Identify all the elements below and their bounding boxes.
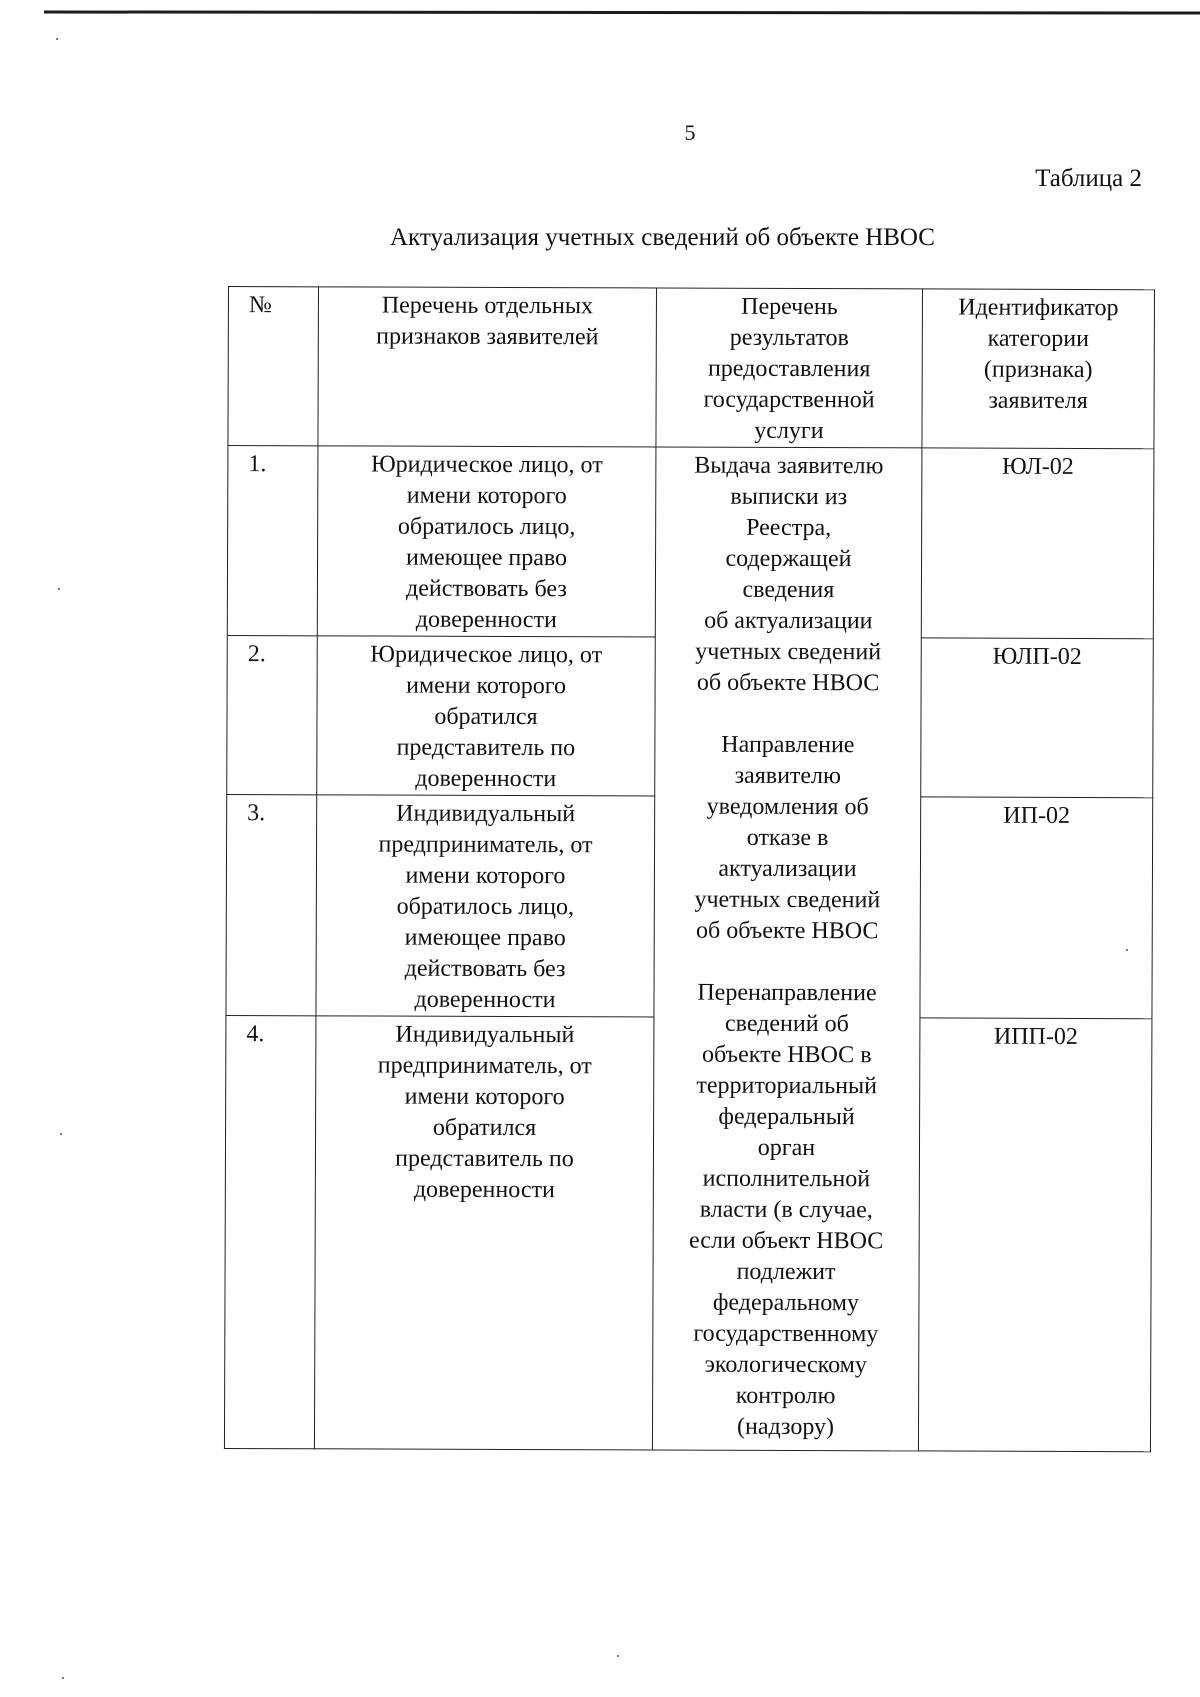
scan-speck — [62, 1677, 64, 1679]
page-number: 5 — [684, 120, 696, 145]
row-number: 1. — [227, 446, 318, 636]
category-id-cell: ЮЛ-02 — [921, 448, 1154, 639]
row-number: 3. — [226, 794, 317, 1015]
category-id-cell: ЮЛП-02 — [921, 638, 1154, 798]
row-number: 2. — [227, 635, 318, 794]
scan-speck — [617, 1655, 619, 1657]
header-applicant-signs: Перечень отдельных признаков заявителей — [318, 287, 657, 447]
scan-speck — [58, 588, 60, 590]
table-row — [227, 446, 1154, 639]
applicant-categories-table — [224, 286, 1155, 1452]
row-number: 4. — [224, 1015, 316, 1448]
table-label: Таблица 2 — [1035, 165, 1142, 192]
category-id-cell: ИП-02 — [920, 797, 1153, 1019]
table-header-row — [228, 287, 1155, 449]
service-results-cell: Выдача заявителю выписки из Реестра, содержащей сведения об актуализации учетных сведений об объекте НВОС Направление заявителю уведомления об отказе в актуализации учетных сведений об объекте НВОС Перенаправление сведений об объекте НВОС в территориальный федеральный орган исполнительной власти (в случае, если объект НВОС подлежит федеральному государственному экологическому контролю (надзору) — [652, 447, 921, 1451]
scan-speck — [1126, 949, 1128, 951]
header-category-id: Идентификатор категории (признака) заявителя — [922, 289, 1155, 449]
scan-speck — [60, 1133, 62, 1135]
applicant-sign-cell: Индивидуальный предприниматель, от имени которого обратился представитель по доверенности — [314, 1016, 654, 1450]
applicant-sign-cell: Юридическое лицо, от имени которого обратилось лицо, имеющее право действовать без доверенности — [317, 446, 656, 637]
scan-speck — [56, 38, 58, 40]
table-title: Актуализация учетных сведений об объекте НВОС — [390, 224, 935, 251]
top-rule — [44, 10, 1200, 14]
applicant-sign-cell: Юридическое лицо, от имени которого обратился представитель по доверенности — [317, 636, 656, 796]
category-id-cell: ИПП-02 — [918, 1018, 1152, 1452]
applicant-sign-cell: Индивидуальный предприниматель, от имени которого обратилось лицо, имеющее право действовать без доверенности — [316, 795, 655, 1017]
header-number: № — [228, 287, 319, 446]
header-service-results: Перечень результатов предоставления государственной услуги — [656, 288, 923, 448]
